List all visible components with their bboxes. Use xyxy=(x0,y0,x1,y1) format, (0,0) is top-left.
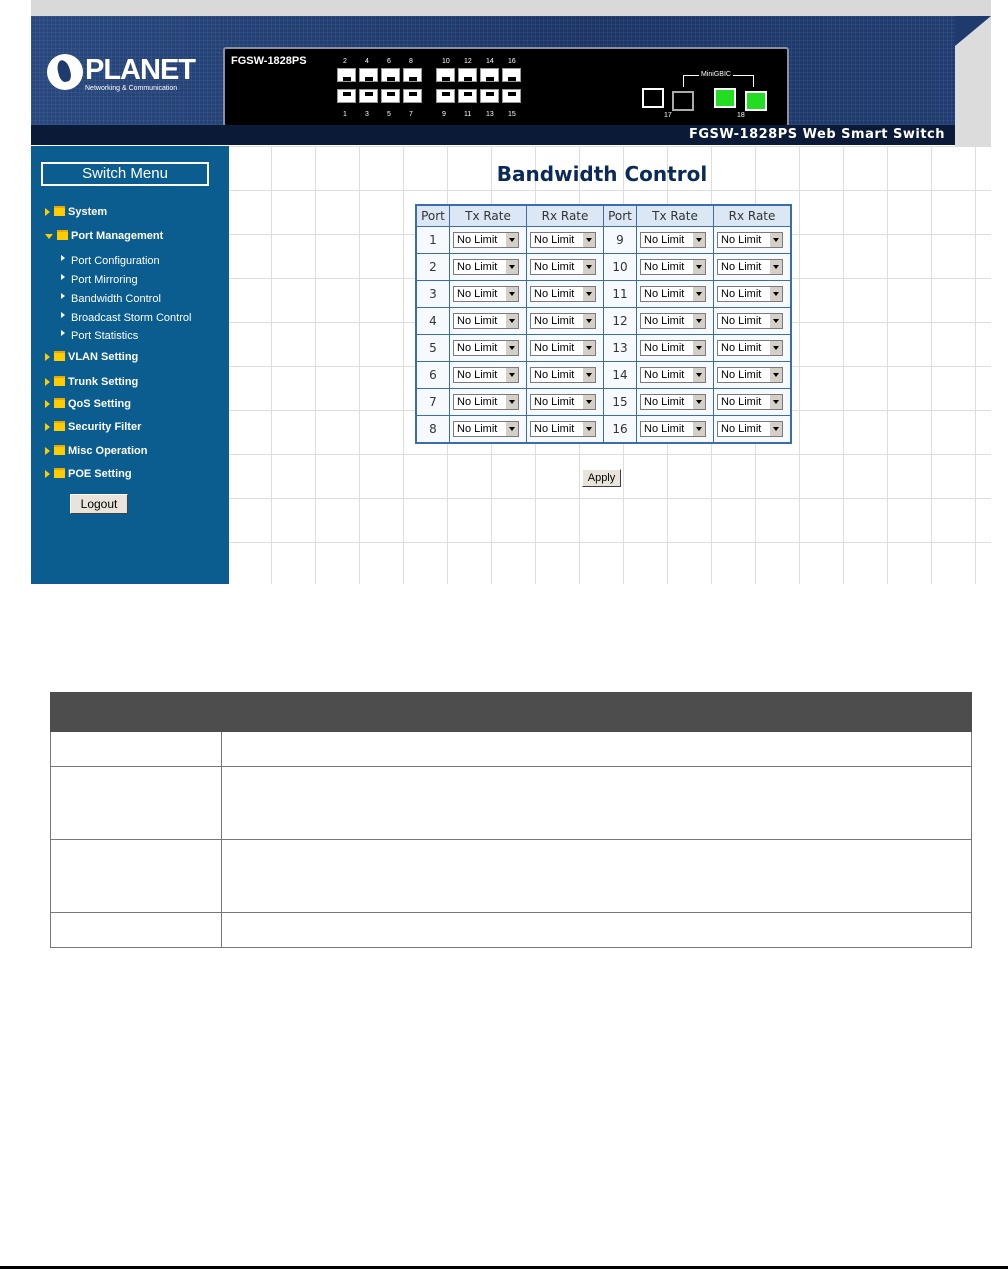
title-bar xyxy=(31,125,955,145)
table-cell xyxy=(222,840,972,913)
table-row xyxy=(416,227,791,254)
expand-arrow-icon xyxy=(45,208,50,216)
tx-cell xyxy=(450,335,527,362)
main-content xyxy=(229,146,991,584)
header-rx-rate: Rx Rate xyxy=(527,205,604,227)
dropdown-arrow-icon xyxy=(505,341,518,355)
dropdown-arrow-icon xyxy=(692,395,705,409)
rx-cell xyxy=(527,227,604,254)
rj45-port-icon[interactable] xyxy=(359,68,378,82)
rj45-port-icon[interactable] xyxy=(436,68,455,82)
rj45-port-icon[interactable] xyxy=(359,89,378,103)
rx-rate-select[interactable]: No Limit xyxy=(530,394,596,410)
tx-cell xyxy=(637,308,714,335)
port-number: 3 xyxy=(416,281,450,308)
rx-rate-select[interactable]: No Limit xyxy=(717,340,783,356)
rx-cell xyxy=(527,308,604,335)
table-cell xyxy=(51,732,222,767)
port-number-label: 7 xyxy=(409,111,413,118)
bandwidth-table xyxy=(415,204,792,444)
dropdown-arrow-icon xyxy=(769,341,782,355)
port-number: 15 xyxy=(604,389,637,416)
dropdown-arrow-icon xyxy=(582,395,595,409)
tx-rate-select[interactable]: No Limit xyxy=(640,421,706,437)
expand-arrow-icon xyxy=(45,423,50,431)
expand-arrow-icon xyxy=(45,353,50,361)
rx-rate-select[interactable]: No Limit xyxy=(717,394,783,410)
port-number: 9 xyxy=(604,227,637,254)
rx-rate-select[interactable]: No Limit xyxy=(717,367,783,383)
rj45-port-icon[interactable] xyxy=(403,68,422,82)
rx-cell xyxy=(527,362,604,389)
port-number-label: 1 xyxy=(343,111,347,118)
sidebar-item-system[interactable]: System xyxy=(45,206,107,218)
dropdown-arrow-icon xyxy=(692,260,705,274)
switch-menu-title: Switch Menu xyxy=(41,162,209,186)
port-number: 7 xyxy=(416,389,450,416)
rj45-port-icon[interactable] xyxy=(502,89,521,103)
port-number-label: 16 xyxy=(508,58,516,65)
tx-cell xyxy=(450,281,527,308)
table-row xyxy=(416,416,791,444)
dropdown-arrow-icon xyxy=(692,287,705,301)
sidebar-subitem-bandwidth-control[interactable]: Bandwidth Control xyxy=(61,293,161,305)
browser-screenshot xyxy=(31,0,991,584)
folder-icon xyxy=(54,398,65,408)
port-number-label: 11 xyxy=(464,111,472,118)
tx-rate-select[interactable]: No Limit xyxy=(453,232,519,248)
rx-rate-select[interactable]: No Limit xyxy=(717,286,783,302)
rx-cell xyxy=(527,389,604,416)
dropdown-arrow-icon xyxy=(692,422,705,436)
rj45-port-icon[interactable] xyxy=(436,89,455,103)
bullet-icon xyxy=(61,293,65,299)
port-number-label: 15 xyxy=(508,111,516,118)
rj45-port-icon[interactable] xyxy=(381,89,400,103)
rx-rate-select[interactable]: No Limit xyxy=(717,313,783,329)
tx-rate-select[interactable]: No Limit xyxy=(640,313,706,329)
tx-rate-select[interactable]: No Limit xyxy=(640,394,706,410)
dropdown-arrow-icon xyxy=(692,314,705,328)
rx-rate-select[interactable]: No Limit xyxy=(530,340,596,356)
expand-arrow-icon xyxy=(45,400,50,408)
dropdown-arrow-icon xyxy=(505,368,518,382)
desc-header-object xyxy=(51,693,222,732)
rx-rate-select[interactable]: No Limit xyxy=(530,367,596,383)
port-number: 2 xyxy=(416,254,450,281)
rj45-port-icon[interactable] xyxy=(480,68,499,82)
logo-subtitle: Networking & Communication xyxy=(85,85,178,92)
rx-cell xyxy=(714,389,792,416)
collapse-arrow-icon xyxy=(45,234,53,239)
rx-cell xyxy=(527,416,604,444)
planet-logo xyxy=(47,54,207,106)
tx-rate-select[interactable]: No Limit xyxy=(640,286,706,302)
sidebar-item-poe-setting[interactable]: POE Setting xyxy=(45,468,132,480)
rx-rate-select[interactable]: No Limit xyxy=(717,421,783,437)
sidebar-subitem-port-statistics[interactable]: Port Statistics xyxy=(61,330,138,342)
port-number: 10 xyxy=(604,254,637,281)
dropdown-arrow-icon xyxy=(692,233,705,247)
tx-cell xyxy=(637,281,714,308)
dropdown-arrow-icon xyxy=(505,233,518,247)
rx-cell xyxy=(714,254,792,281)
logo-text: PLANET xyxy=(85,54,195,86)
rx-cell xyxy=(527,254,604,281)
tx-cell xyxy=(637,227,714,254)
dropdown-arrow-icon xyxy=(692,368,705,382)
tx-rate-select[interactable]: No Limit xyxy=(640,367,706,383)
port-number-label: 8 xyxy=(409,58,413,65)
port-number-label: 5 xyxy=(387,111,391,118)
sfp-port-18a-icon[interactable] xyxy=(714,88,736,108)
expand-arrow-icon xyxy=(45,470,50,478)
dropdown-arrow-icon xyxy=(582,233,595,247)
folder-icon xyxy=(54,468,65,478)
rx-cell xyxy=(714,416,792,444)
tx-cell xyxy=(450,416,527,444)
dropdown-arrow-icon xyxy=(582,314,595,328)
rx-rate-select[interactable]: No Limit xyxy=(717,232,783,248)
port-number: 8 xyxy=(416,416,450,444)
rx-cell xyxy=(714,362,792,389)
tx-cell xyxy=(450,227,527,254)
dropdown-arrow-icon xyxy=(505,422,518,436)
port-number: 1 xyxy=(416,227,450,254)
tx-cell xyxy=(450,254,527,281)
model-label: FGSW-1828PS xyxy=(231,55,307,67)
table-row xyxy=(416,254,791,281)
header-port: Port xyxy=(604,205,637,227)
dropdown-arrow-icon xyxy=(582,368,595,382)
product-title: FGSW-1828PS Web Smart Switch xyxy=(688,127,945,142)
tx-rate-select[interactable]: No Limit xyxy=(453,367,519,383)
planet-logo-icon xyxy=(47,54,83,90)
table-row xyxy=(416,308,791,335)
rj45-port-icon[interactable] xyxy=(381,68,400,82)
tx-cell xyxy=(637,389,714,416)
desc-header-description xyxy=(222,693,972,732)
table-row xyxy=(51,693,972,732)
tx-rate-select[interactable]: No Limit xyxy=(640,340,706,356)
sfp-port-17b-icon[interactable] xyxy=(672,91,694,111)
dropdown-arrow-icon xyxy=(582,341,595,355)
expand-arrow-icon xyxy=(45,447,50,455)
port-number-label: 4 xyxy=(365,58,369,65)
rj45-port-icon[interactable] xyxy=(458,68,477,82)
uplink-17-label: 17 xyxy=(664,112,672,119)
rx-cell xyxy=(527,281,604,308)
table-row xyxy=(416,389,791,416)
port-number: 13 xyxy=(604,335,637,362)
rj45-port-icon[interactable] xyxy=(403,89,422,103)
dropdown-arrow-icon xyxy=(769,287,782,301)
table-row xyxy=(51,767,972,840)
rx-cell xyxy=(714,281,792,308)
sfp-port-17a-icon[interactable] xyxy=(642,88,664,108)
sidebar-item-qos-setting[interactable]: QoS Setting xyxy=(45,398,131,410)
dropdown-arrow-icon xyxy=(769,260,782,274)
rx-cell xyxy=(714,227,792,254)
table-row xyxy=(416,335,791,362)
header-port: Port xyxy=(416,205,450,227)
table-cell xyxy=(51,913,222,948)
header-banner xyxy=(31,16,955,125)
port-number: 16 xyxy=(604,416,637,444)
sidebar-subitem-broadcast-storm-control[interactable]: Broadcast Storm Control xyxy=(61,312,191,324)
rj45-port-icon[interactable] xyxy=(337,89,356,103)
port-number: 4 xyxy=(416,308,450,335)
port-number-label: 14 xyxy=(486,58,494,65)
expand-arrow-icon xyxy=(45,378,50,386)
table-row xyxy=(416,281,791,308)
dropdown-arrow-icon xyxy=(505,314,518,328)
logout-button[interactable]: Logout xyxy=(70,494,128,514)
rx-rate-select[interactable]: No Limit xyxy=(530,259,596,275)
header-tx-rate: Tx Rate xyxy=(450,205,527,227)
folder-icon xyxy=(57,230,68,240)
table-row xyxy=(416,362,791,389)
rx-cell xyxy=(714,335,792,362)
tx-cell xyxy=(637,362,714,389)
folder-icon xyxy=(54,421,65,431)
tx-rate-select[interactable]: No Limit xyxy=(640,232,706,248)
dropdown-arrow-icon xyxy=(582,260,595,274)
folder-icon xyxy=(54,376,65,386)
sidebar-subitem-port-configuration[interactable]: Port Configuration xyxy=(61,255,160,267)
sidebar-item-misc-operation[interactable]: Misc Operation xyxy=(45,445,147,457)
port-number: 14 xyxy=(604,362,637,389)
rj45-port-icon[interactable] xyxy=(502,68,521,82)
header-tx-rate: Tx Rate xyxy=(637,205,714,227)
folder-icon xyxy=(54,351,65,361)
port-number: 12 xyxy=(604,308,637,335)
table-cell xyxy=(222,913,972,948)
rx-rate-select[interactable]: No Limit xyxy=(717,259,783,275)
rj45-port-icon[interactable] xyxy=(458,89,477,103)
sidebar-item-security-filter[interactable]: Security Filter xyxy=(45,421,141,433)
table-cell xyxy=(51,840,222,913)
uplink-18-label: 18 xyxy=(737,112,745,119)
table-row xyxy=(51,913,972,948)
rx-rate-select[interactable]: No Limit xyxy=(530,421,596,437)
corner-decoration xyxy=(955,16,991,146)
port-number: 5 xyxy=(416,335,450,362)
port-number: 6 xyxy=(416,362,450,389)
table-row xyxy=(51,732,972,767)
sidebar xyxy=(31,146,229,584)
rx-rate-select[interactable]: No Limit xyxy=(530,232,596,248)
port-number: 11 xyxy=(604,281,637,308)
bullet-icon xyxy=(61,330,65,336)
rx-cell xyxy=(714,308,792,335)
tx-rate-select[interactable]: No Limit xyxy=(453,340,519,356)
tx-cell xyxy=(450,389,527,416)
port-number-label: 10 xyxy=(442,58,450,65)
tx-rate-select[interactable]: No Limit xyxy=(453,313,519,329)
tx-cell xyxy=(637,254,714,281)
tx-rate-select[interactable]: No Limit xyxy=(453,394,519,410)
rj45-port-icon[interactable] xyxy=(337,68,356,82)
sidebar-item-port-management[interactable]: Port Management xyxy=(45,230,163,242)
dropdown-arrow-icon xyxy=(505,395,518,409)
sidebar-item-vlan-setting[interactable]: VLAN Setting xyxy=(45,351,138,363)
folder-icon xyxy=(54,206,65,216)
dropdown-arrow-icon xyxy=(769,368,782,382)
port-number-label: 12 xyxy=(464,58,472,65)
port-number-label: 2 xyxy=(343,58,347,65)
rx-cell xyxy=(527,335,604,362)
bullet-icon xyxy=(61,255,65,261)
folder-icon xyxy=(54,445,65,455)
dropdown-arrow-icon xyxy=(692,341,705,355)
sfp-port-18b-icon[interactable] xyxy=(745,91,767,111)
top-strip xyxy=(31,0,991,17)
table-header-row xyxy=(416,205,791,227)
tx-cell xyxy=(637,335,714,362)
dropdown-arrow-icon xyxy=(769,395,782,409)
tx-rate-select[interactable]: No Limit xyxy=(453,259,519,275)
dropdown-arrow-icon xyxy=(582,287,595,301)
port-number-label: 9 xyxy=(442,111,446,118)
dropdown-arrow-icon xyxy=(505,260,518,274)
bullet-icon xyxy=(61,274,65,280)
table-row xyxy=(51,840,972,913)
apply-button[interactable]: Apply xyxy=(582,469,621,487)
table-cell xyxy=(51,767,222,840)
port-number-label: 13 xyxy=(486,111,494,118)
tx-cell xyxy=(637,416,714,444)
rx-rate-select[interactable]: No Limit xyxy=(530,313,596,329)
description-table xyxy=(50,692,972,948)
dropdown-arrow-icon xyxy=(769,422,782,436)
rj45-port-icon[interactable] xyxy=(480,89,499,103)
port-number-label: 6 xyxy=(387,58,391,65)
header-rx-rate: Rx Rate xyxy=(714,205,792,227)
dropdown-arrow-icon xyxy=(769,233,782,247)
switch-panel xyxy=(223,47,789,127)
tx-rate-select[interactable]: No Limit xyxy=(453,286,519,302)
table-cell xyxy=(222,767,972,840)
dropdown-arrow-icon xyxy=(769,314,782,328)
bullet-icon xyxy=(61,312,65,318)
dropdown-arrow-icon xyxy=(505,287,518,301)
page-title: Bandwidth Control xyxy=(496,162,708,186)
tx-cell xyxy=(450,362,527,389)
port-number-label: 3 xyxy=(365,111,369,118)
tx-rate-select[interactable]: No Limit xyxy=(640,259,706,275)
table-cell xyxy=(222,732,972,767)
rx-rate-select[interactable]: No Limit xyxy=(530,286,596,302)
tx-cell xyxy=(450,308,527,335)
sidebar-subitem-port-mirroring[interactable]: Port Mirroring xyxy=(61,274,138,286)
dropdown-arrow-icon xyxy=(582,422,595,436)
tx-rate-select[interactable]: No Limit xyxy=(453,421,519,437)
sidebar-item-trunk-setting[interactable]: Trunk Setting xyxy=(45,376,138,388)
minigbic-label: MiniGBIC xyxy=(701,71,731,78)
